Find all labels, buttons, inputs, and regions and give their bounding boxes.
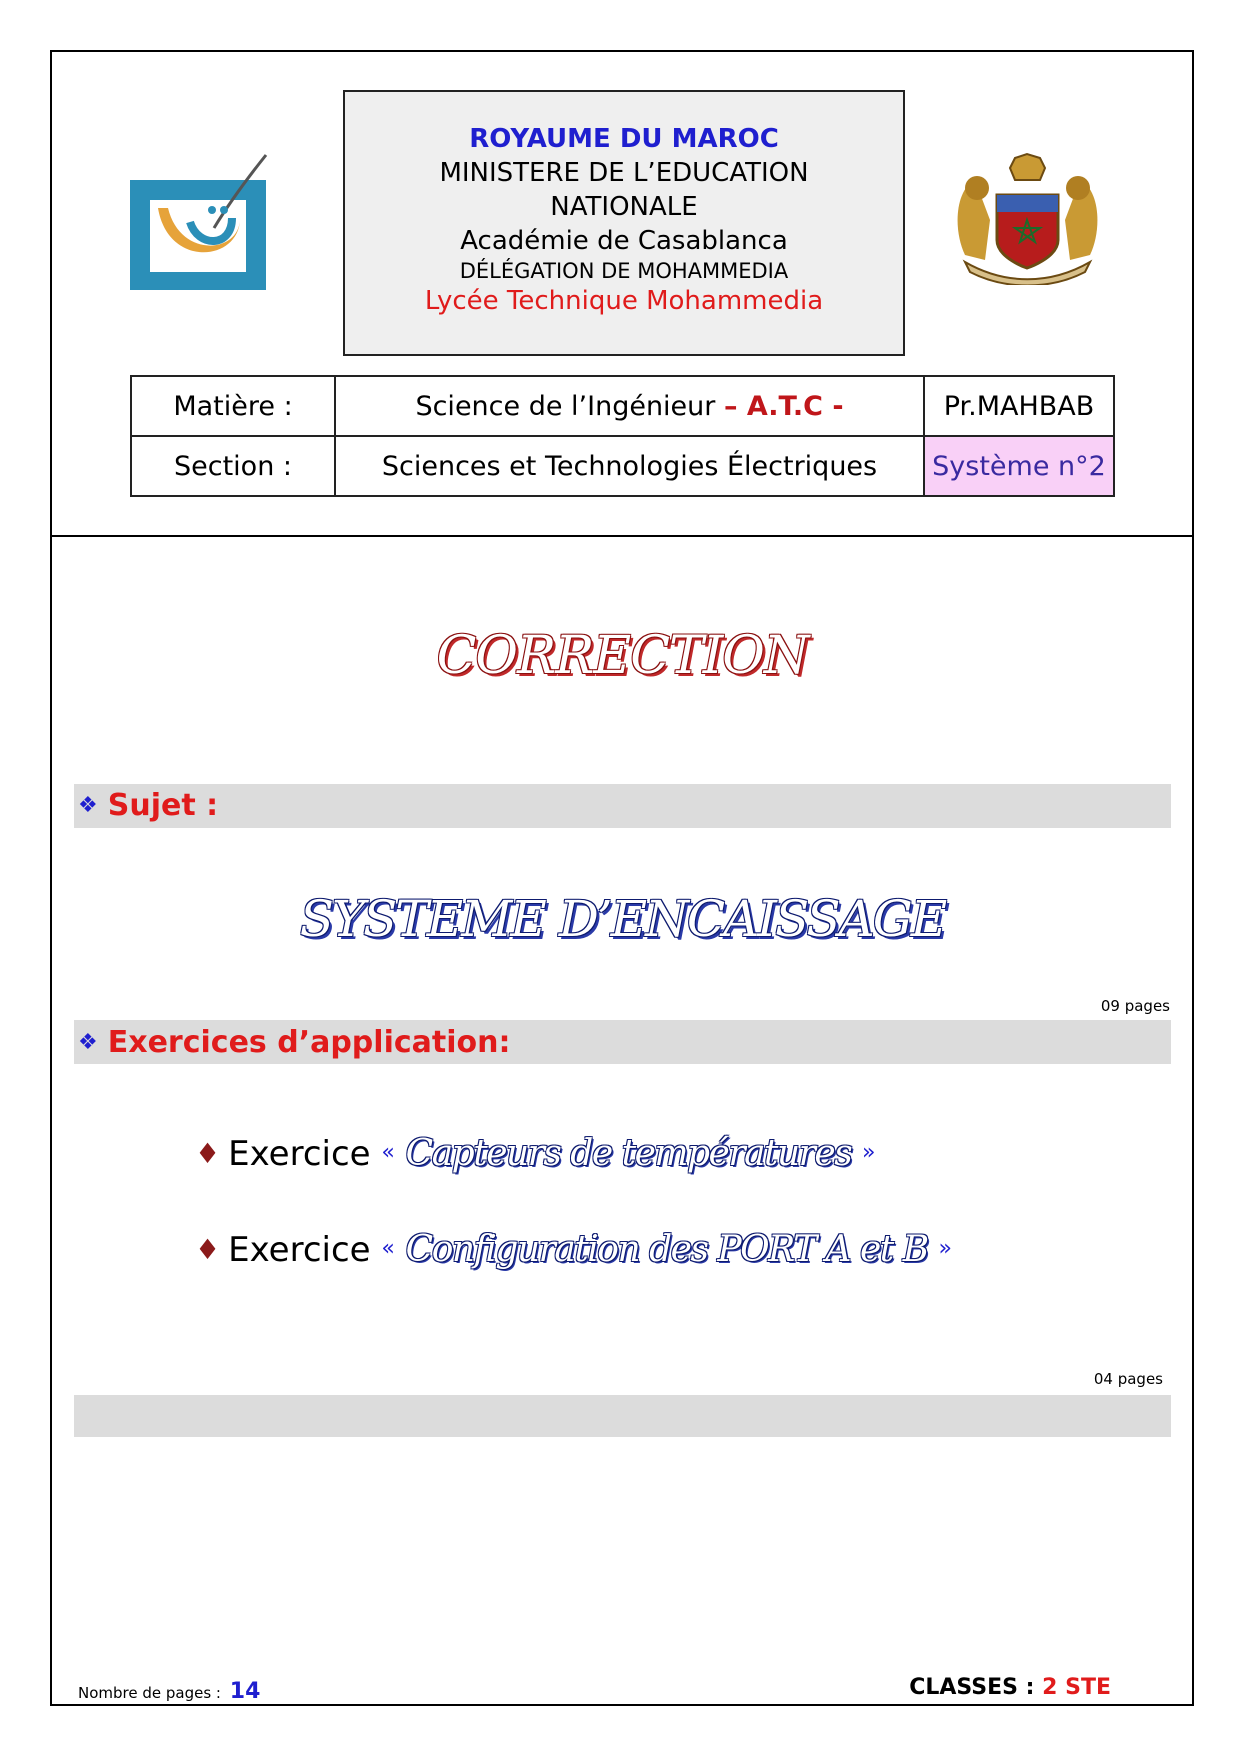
system-number: Système n°2 <box>924 436 1114 496</box>
classes-label: CLASSES : <box>909 1675 1035 1700</box>
empty-band <box>74 1395 1171 1437</box>
open-quote: « <box>381 1236 395 1261</box>
lycee-name: Lycée Technique Mohammedia <box>424 286 824 316</box>
page-count-label: Nombre de pages : <box>78 1684 221 1702</box>
subject-title: SYSTEME D’ENCAISSAGE <box>299 890 946 948</box>
institution-header <box>343 90 905 356</box>
page-count <box>78 1679 260 1704</box>
course-info-table <box>130 375 1115 497</box>
subject-value: Science de l’Ingénieur <box>415 390 716 422</box>
diamond-marker-icon: ♦ <box>195 1137 221 1170</box>
kingdom-name: ROYAUME DU MAROC <box>469 124 779 154</box>
coat-of-arms-icon <box>935 150 1120 285</box>
exercise-prefix: Exercice <box>228 1134 371 1174</box>
diamond-bullet-icon: ❖ <box>78 1030 98 1055</box>
ministry-logo <box>128 150 268 295</box>
close-quote: » <box>938 1236 952 1261</box>
page-count-value: 14 <box>229 1679 261 1704</box>
diamond-marker-icon: ♦ <box>195 1233 221 1266</box>
sujet-label: Sujet : <box>107 788 219 823</box>
ministry-line-1: MINISTERE DE L’EDUCATION <box>439 158 809 188</box>
correction-title: CORRECTION <box>436 626 809 686</box>
open-quote: « <box>381 1140 395 1165</box>
ministry-line-2: NATIONALE <box>550 192 698 222</box>
exercises-heading <box>78 1025 510 1060</box>
teacher-name: Pr.MAHBAB <box>924 376 1114 436</box>
classes-value: 2 STE <box>1042 1675 1111 1700</box>
sujet-heading <box>78 788 218 823</box>
subject-cell <box>335 376 924 436</box>
table-row <box>131 436 1114 496</box>
subject-tag: – A.T.C - <box>723 390 844 422</box>
section-value: Sciences et Technologies Électriques <box>335 436 924 496</box>
class-info <box>909 1675 1111 1700</box>
diamond-bullet-icon: ❖ <box>78 793 98 818</box>
exercise-item <box>195 1133 875 1174</box>
sujet-band <box>74 784 1171 828</box>
subject-label: Matière : <box>131 376 335 436</box>
exercise-title: Capteurs de températures <box>405 1133 852 1174</box>
exercise-prefix: Exercice <box>228 1230 371 1270</box>
academy-name: Académie de Casablanca <box>460 226 788 256</box>
header-divider <box>50 535 1194 537</box>
exercise-item <box>195 1229 952 1270</box>
subject-pages: 09 pages <box>1100 997 1170 1015</box>
exercises-pages: 04 pages <box>1093 1370 1163 1388</box>
exercise-title: Configuration des PORT A et B <box>405 1229 928 1270</box>
section-label: Section : <box>131 436 335 496</box>
table-row <box>131 376 1114 436</box>
delegation-name: DÉLÉGATION DE MOHAMMEDIA <box>459 259 789 283</box>
close-quote: » <box>861 1140 876 1165</box>
exercises-label: Exercices d’application: <box>107 1025 511 1060</box>
